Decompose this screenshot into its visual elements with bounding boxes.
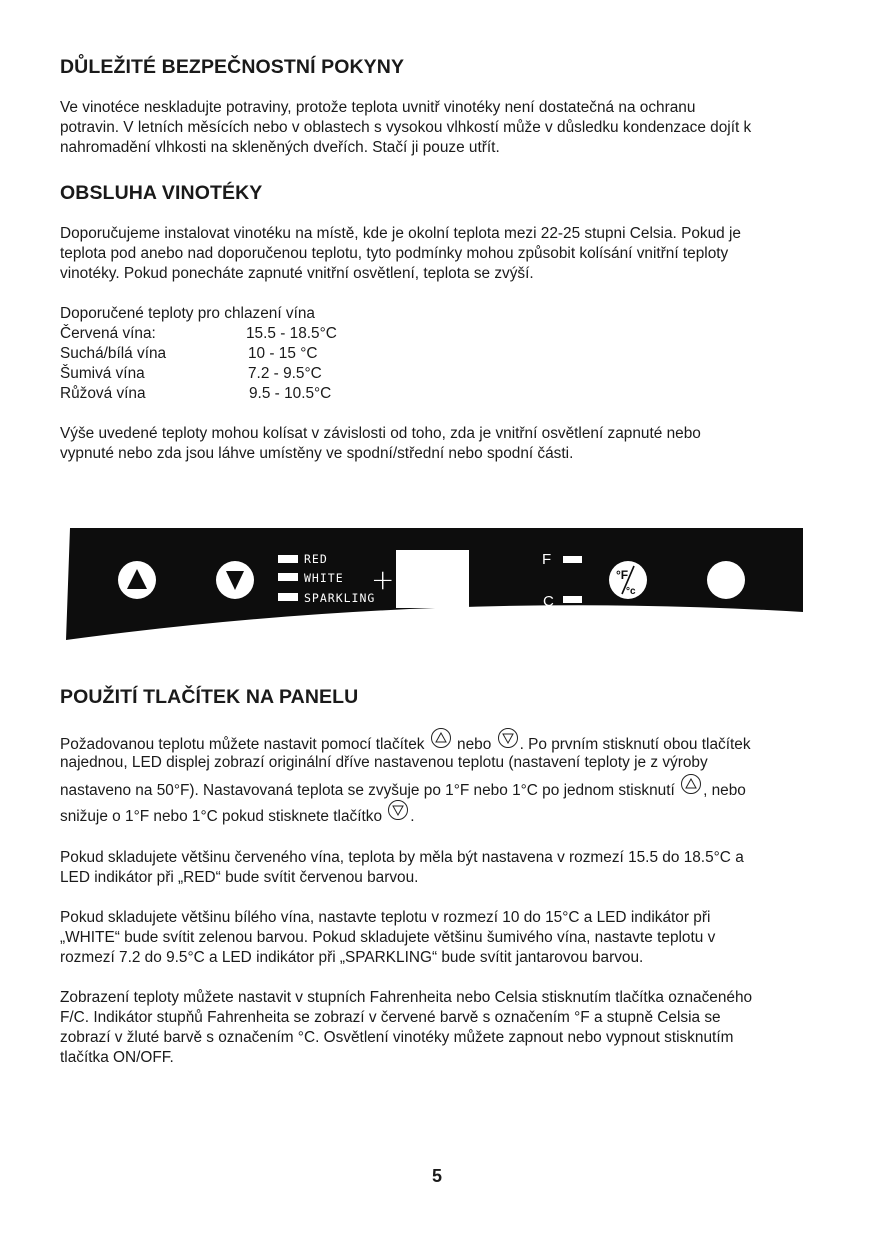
text-fragment: . Po prvním stisknutí obou tlačítek [519, 736, 751, 753]
temp-value-rose: 9.5 - 10.5°C [249, 385, 332, 402]
up-button[interactable] [118, 561, 156, 599]
plus-sign: + [371, 563, 395, 596]
temp-value-red: 15.5 - 18.5°C [246, 325, 337, 342]
text-line: „WHITE“ bude svítit zelenou barvou. Pokud skladujete většinu šumivého vína, nastavte teplotu v [60, 929, 716, 946]
down-button[interactable] [216, 561, 254, 599]
triangle-up-icon [681, 774, 701, 794]
triangle-down-icon [388, 800, 408, 820]
text-line: vypnuté nebo zda jsou láhve umístěny ve spodní/střední nebo spodní části. [60, 445, 574, 462]
operation-paragraph [60, 224, 830, 284]
text-line: Doporučujeme instalovat vinotéku na místě, kde je okolní teplota mezi 22-25 stupni Celsia. Pokud je [60, 225, 741, 242]
text-line: potravin. V letních měsících nebo v oblastech s vysokou vlhkostí může v důsledku kondenzace dojít k [60, 119, 752, 136]
buttons-usage-paragraph-2 [60, 848, 830, 888]
led-label-sparkling: SPARKLING [304, 591, 376, 605]
text-line: Pokud skladujete většinu bílého vína, nastavte teplotu v rozmezí 10 do 15°C a LED indikátor při [60, 909, 711, 926]
text-fragment: Požadovanou teplotu můžete nastavit pomocí tlačítek [60, 736, 425, 753]
text-fragment: snižuje o 1°F nebo 1°C pokud stisknete tlačítko [60, 808, 383, 825]
text-line: najednou, LED displej zobrazí originální dříve nastavenou teplotu (nastavení teploty je z výroby [60, 754, 708, 771]
buttons-usage-heading: POUŽITÍ TLAČÍTEK NA PANELU [60, 686, 359, 708]
text-line: rozmezí 7.2 do 9.5°C a LED indikátor při „SPARKLING“ bude svítit jantarovou barvou. [60, 949, 644, 966]
text-line: teplota pod anebo nad doporučenou teplotu, tyto podmínky mohou způsobit kolísání vnitřní teploty [60, 245, 729, 262]
buttons-usage-paragraph-1 [60, 728, 830, 824]
text-line [60, 728, 830, 752]
text-line [60, 800, 830, 824]
buttons-usage-paragraph-4 [60, 988, 830, 1068]
text-line: nahromadění vlhkosti na skleněných dveřích. Stačí ji pouze utřít. [60, 139, 500, 156]
fc-bottom-label: °c [626, 586, 636, 597]
unit-f-label: F [542, 551, 552, 568]
text-line: LED indikátor při „RED“ bude svítit červenou barvou. [60, 869, 419, 886]
safety-heading: DŮLEŽITÉ BEZPEČNOSTNÍ POKYNY [60, 56, 405, 78]
temperature-note [60, 424, 830, 464]
text-line: Výše uvedené teploty mohou kolísat v závislosti od toho, zda je vnitřní osvětlení zapnuté nebo [60, 425, 701, 442]
text-line: vinotéky. Pokud ponecháte zapnuté vnitřní osvětlení, teplota se zvýší. [60, 265, 534, 282]
unit-c-label: C [543, 593, 554, 610]
fc-top-label: °F [616, 568, 629, 582]
text-fragment: nebo [457, 736, 492, 753]
operation-heading: OBSLUHA VINOTÉKY [60, 182, 263, 204]
page-number: 5 [431, 1166, 442, 1186]
led-label-red: RED [304, 552, 328, 566]
control-panel-illustration [66, 528, 805, 640]
led-fahrenheit [563, 556, 582, 563]
led-sparkling [278, 593, 298, 601]
triangle-down-icon [498, 728, 518, 748]
text-fragment: . [410, 808, 415, 825]
temp-value-sparkling: 7.2 - 9.5°C [248, 365, 322, 382]
led-celsius [563, 596, 582, 603]
triangle-up-icon [431, 728, 451, 748]
text-fragment: , nebo [703, 782, 746, 799]
temp-label-sparkling: Šumivá vína [60, 365, 145, 382]
text-line [60, 774, 830, 800]
recommended-temperatures [60, 304, 337, 404]
light-on-off-button[interactable] [707, 561, 745, 599]
led-label-white: WHITE [304, 571, 344, 585]
text-line: Pokud skladujete většinu červeného vína, teplota by měla být nastavena v rozmezí 15.5 do 18.5°C a [60, 849, 744, 866]
temperature-display [396, 550, 469, 608]
temp-label-red: Červená vína: [60, 325, 156, 342]
led-red [278, 555, 298, 563]
temp-label-rose: Růžová vína [60, 385, 146, 402]
text-line: F/C. Indikátor stupňů Fahrenheita se zobrazí v červené barvě s označením °F a stupně Celsia se [60, 1009, 721, 1026]
text-line: tlačítka ON/OFF. [60, 1049, 174, 1066]
temp-label-white: Suchá/bílá vína [60, 345, 167, 362]
text-line: Zobrazení teploty můžete nastavit v stupních Fahrenheita nebo Celsia stisknutím tlačítka označeného [60, 989, 753, 1006]
text-line: Ve vinotéce neskladujte potraviny, protože teplota uvnitř vinotéky není dostatečná na ochranu [60, 99, 696, 116]
fc-toggle-button[interactable] [609, 561, 647, 599]
temps-title: Doporučené teploty pro chlazení vína [60, 305, 315, 322]
text-fragment: nastaveno na 50°F). Nastavovaná teplota se zvyšuje po 1°F nebo 1°C po jednom stisknutí [60, 782, 675, 799]
safety-paragraph [60, 98, 830, 158]
temp-value-white: 10 - 15 °C [248, 345, 318, 362]
text-line: zobrazí v žluté barvě s označením °C. Osvětlení vinotéky můžete zapnout nebo vypnout stisknutím [60, 1029, 734, 1046]
led-white [278, 573, 298, 581]
buttons-usage-paragraph-3 [60, 908, 830, 968]
